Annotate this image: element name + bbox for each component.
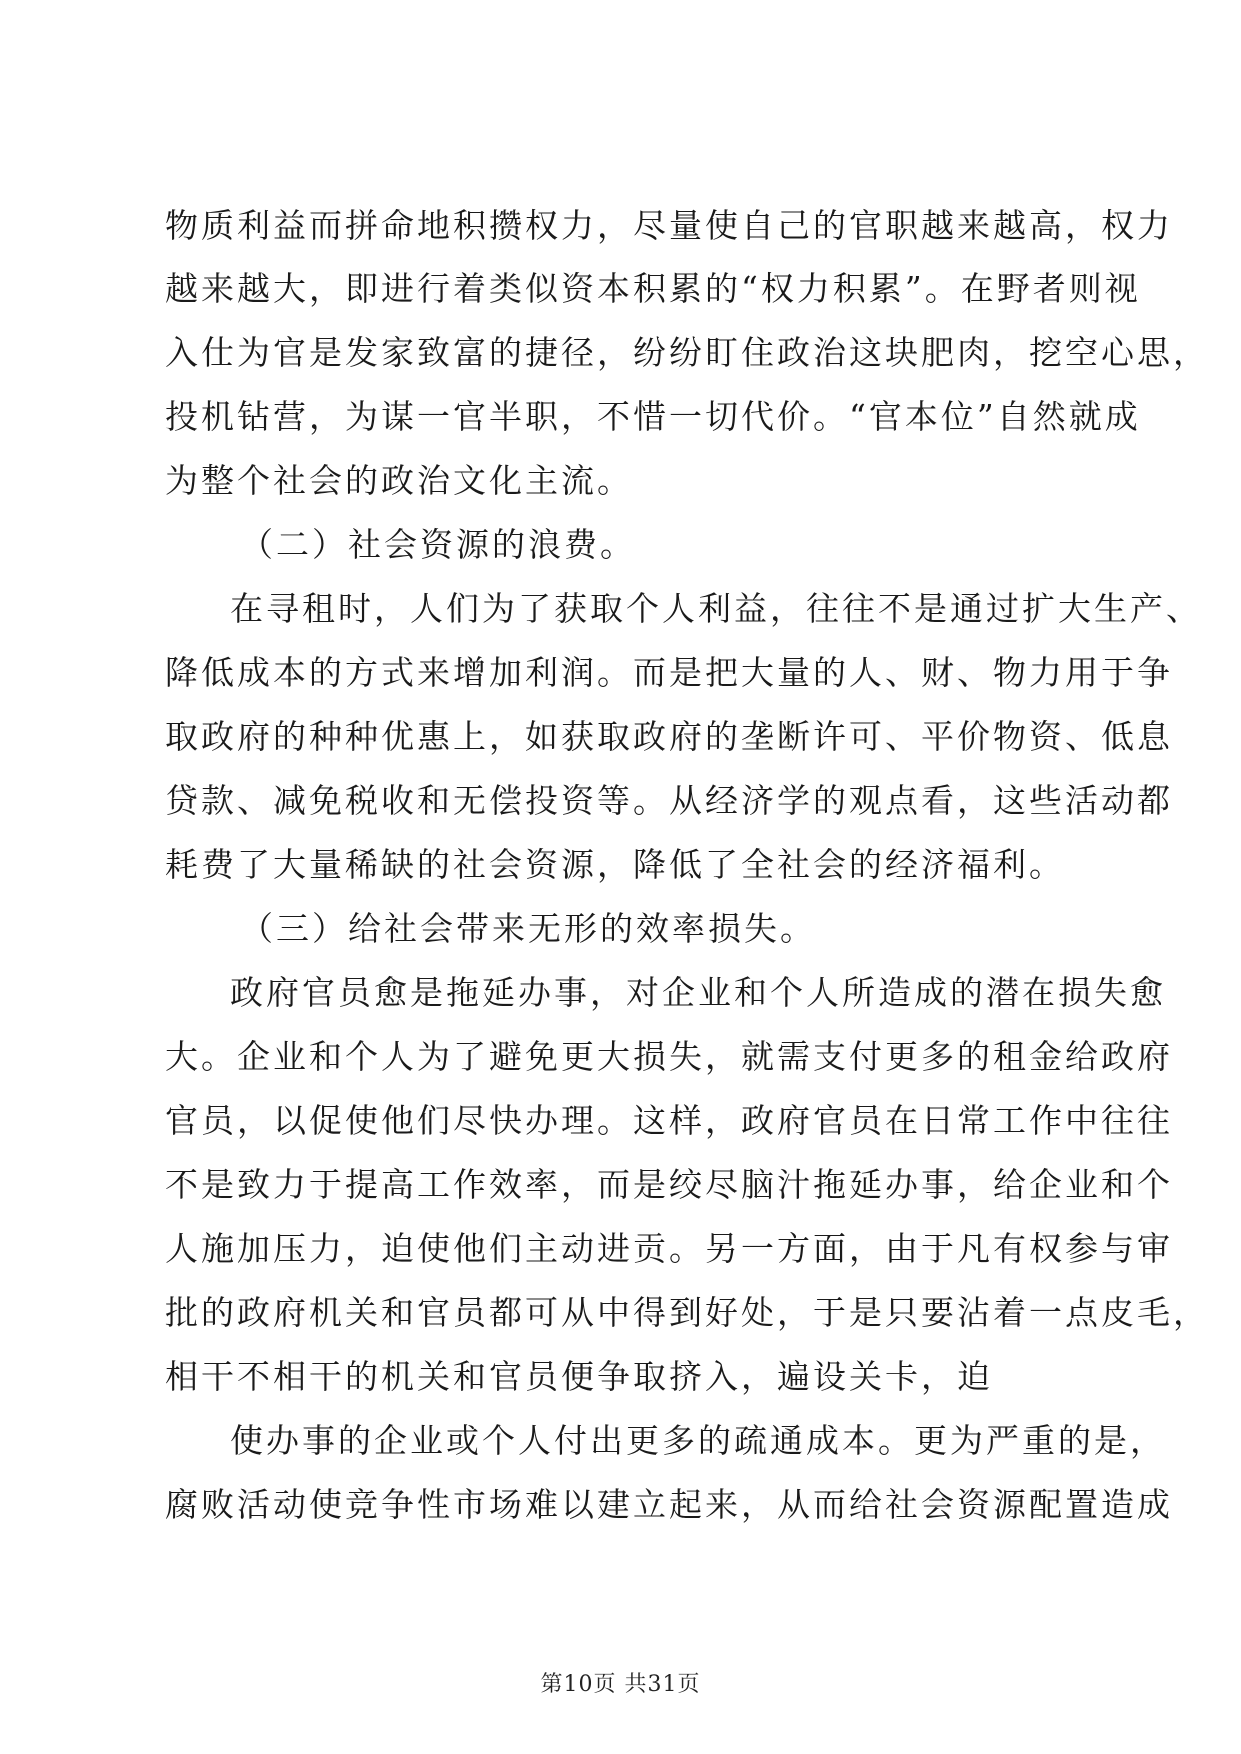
body-line: 物质利益而拼命地积攒权力，尽量使自己的官职越来越高，权力 <box>165 206 1173 245</box>
section-heading: （二）社会资源的浪费。 <box>240 525 636 564</box>
body-line: 入仕为官是发家致富的捷径，纷纷盯住政治这块肥肉，挖空心思， <box>165 333 1209 372</box>
body-line: 为整个社会的政治文化主流。 <box>165 461 633 500</box>
body-line: 在寻租时，人们为了获取个人利益，往往不是通过扩大生产、 <box>230 589 1202 628</box>
body-line: 取政府的种种优惠上，如获取政府的垄断许可、平价物资、低息 <box>165 717 1173 756</box>
body-line: 降低成本的方式来增加利润。而是把大量的人、财、物力用于争 <box>165 653 1173 692</box>
body-line: 批的政府机关和官员都可从中得到好处，于是只要沾着一点皮毛， <box>165 1293 1209 1332</box>
body-line: 耗费了大量稀缺的社会资源，降低了全社会的经济福利。 <box>165 845 1065 884</box>
body-line: 官员，以促使他们尽快办理。这样，政府官员在日常工作中往往 <box>165 1101 1173 1140</box>
body-line: 政府官员愈是拖延办事，对企业和个人所造成的潜在损失愈 <box>230 973 1166 1012</box>
body-line: 投机钻营，为谋一官半职，不惜一切代价。“官本位”自然就成 <box>165 397 1141 436</box>
body-line: 相干不相干的机关和官员便争取挤入，遍设关卡，迫 <box>165 1357 993 1396</box>
section-heading: （三）给社会带来无形的效率损失。 <box>240 909 816 948</box>
page-number-footer: 第10页 共31页 <box>540 1672 701 1697</box>
body-line: 贷款、减免税收和无偿投资等。从经济学的观点看，这些活动都 <box>165 781 1173 820</box>
body-line: 腐败活动使竞争性市场难以建立起来，从而给社会资源配置造成 <box>165 1485 1173 1524</box>
body-line: 不是致力于提高工作效率，而是绞尽脑汁拖延办事，给企业和个 <box>165 1165 1173 1204</box>
body-line: 大。企业和个人为了避免更大损失，就需支付更多的租金给政府 <box>165 1037 1173 1076</box>
body-line: 使办事的企业或个人付出更多的疏通成本。更为严重的是， <box>230 1421 1166 1460</box>
body-line: 越来越大，即进行着类似资本积累的“权力积累”。在野者则视 <box>165 269 1141 308</box>
body-line: 人施加压力，迫使他们主动进贡。另一方面，由于凡有权参与审 <box>165 1229 1173 1268</box>
